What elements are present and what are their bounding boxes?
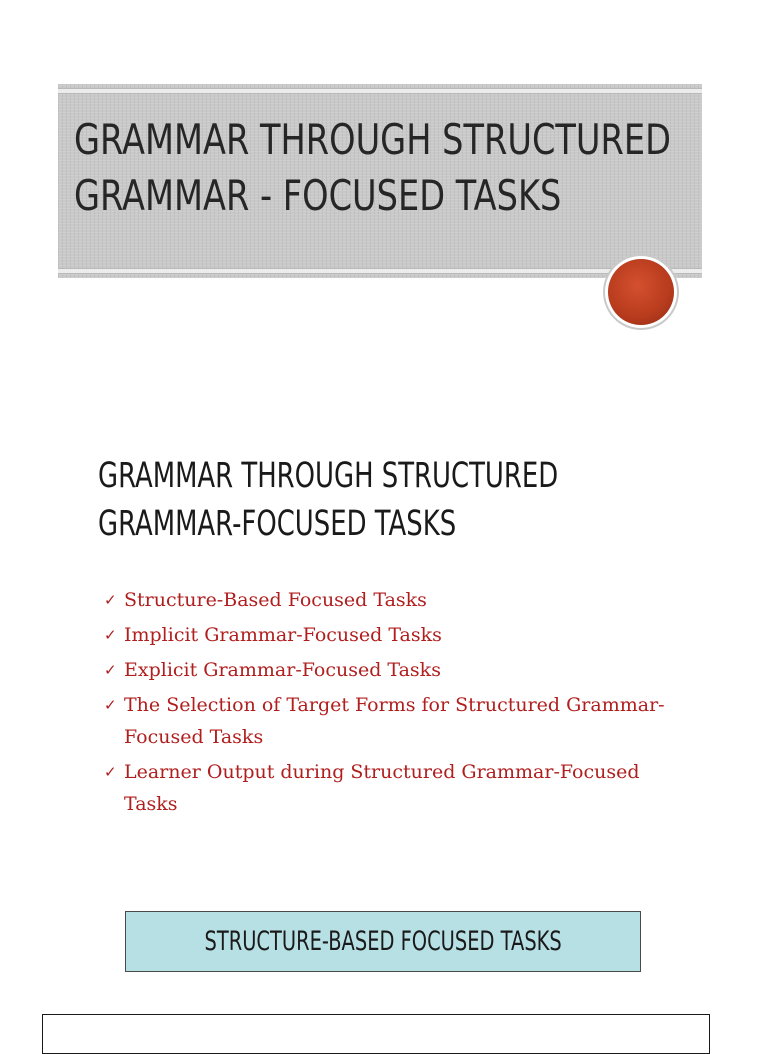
section-title: STRUCTURE-BASED FOCUSED TASKS — [204, 926, 562, 957]
next-slide-frame — [42, 1014, 710, 1054]
slide1-title-line-2: GRAMMAR - FOCUSED TASKS — [74, 171, 562, 220]
slide1-title — [74, 112, 671, 224]
bullet-list — [104, 584, 684, 823]
check-icon: ✓ — [104, 763, 117, 781]
check-icon: ✓ — [104, 626, 117, 644]
list-item: ✓ The Selection of Target Forms for Structured Grammar-Focused Tasks — [104, 689, 684, 753]
banner-bottom-rule — [58, 268, 702, 274]
slide1-title-line-1: GRAMMAR THROUGH STRUCTURED — [74, 115, 671, 164]
list-item: ✓ Implicit Grammar-Focused Tasks — [104, 619, 684, 651]
section-title-box — [125, 911, 641, 972]
check-icon: ✓ — [104, 661, 117, 679]
slide2-heading — [98, 452, 559, 548]
check-icon: ✓ — [104, 696, 117, 714]
decorative-circle — [608, 259, 674, 325]
list-item: ✓ Learner Output during Structured Grammar-Focused Tasks — [104, 756, 684, 820]
list-item: ✓ Structure-Based Focused Tasks — [104, 584, 684, 616]
check-icon: ✓ — [104, 591, 117, 609]
list-item: ✓ Explicit Grammar-Focused Tasks — [104, 654, 684, 686]
banner-top-rule — [58, 88, 702, 94]
slide2-heading-line-1: GRAMMAR THROUGH STRUCTURED — [98, 456, 559, 496]
slide2-heading-line-2: GRAMMAR-FOCUSED TASKS — [98, 504, 457, 544]
